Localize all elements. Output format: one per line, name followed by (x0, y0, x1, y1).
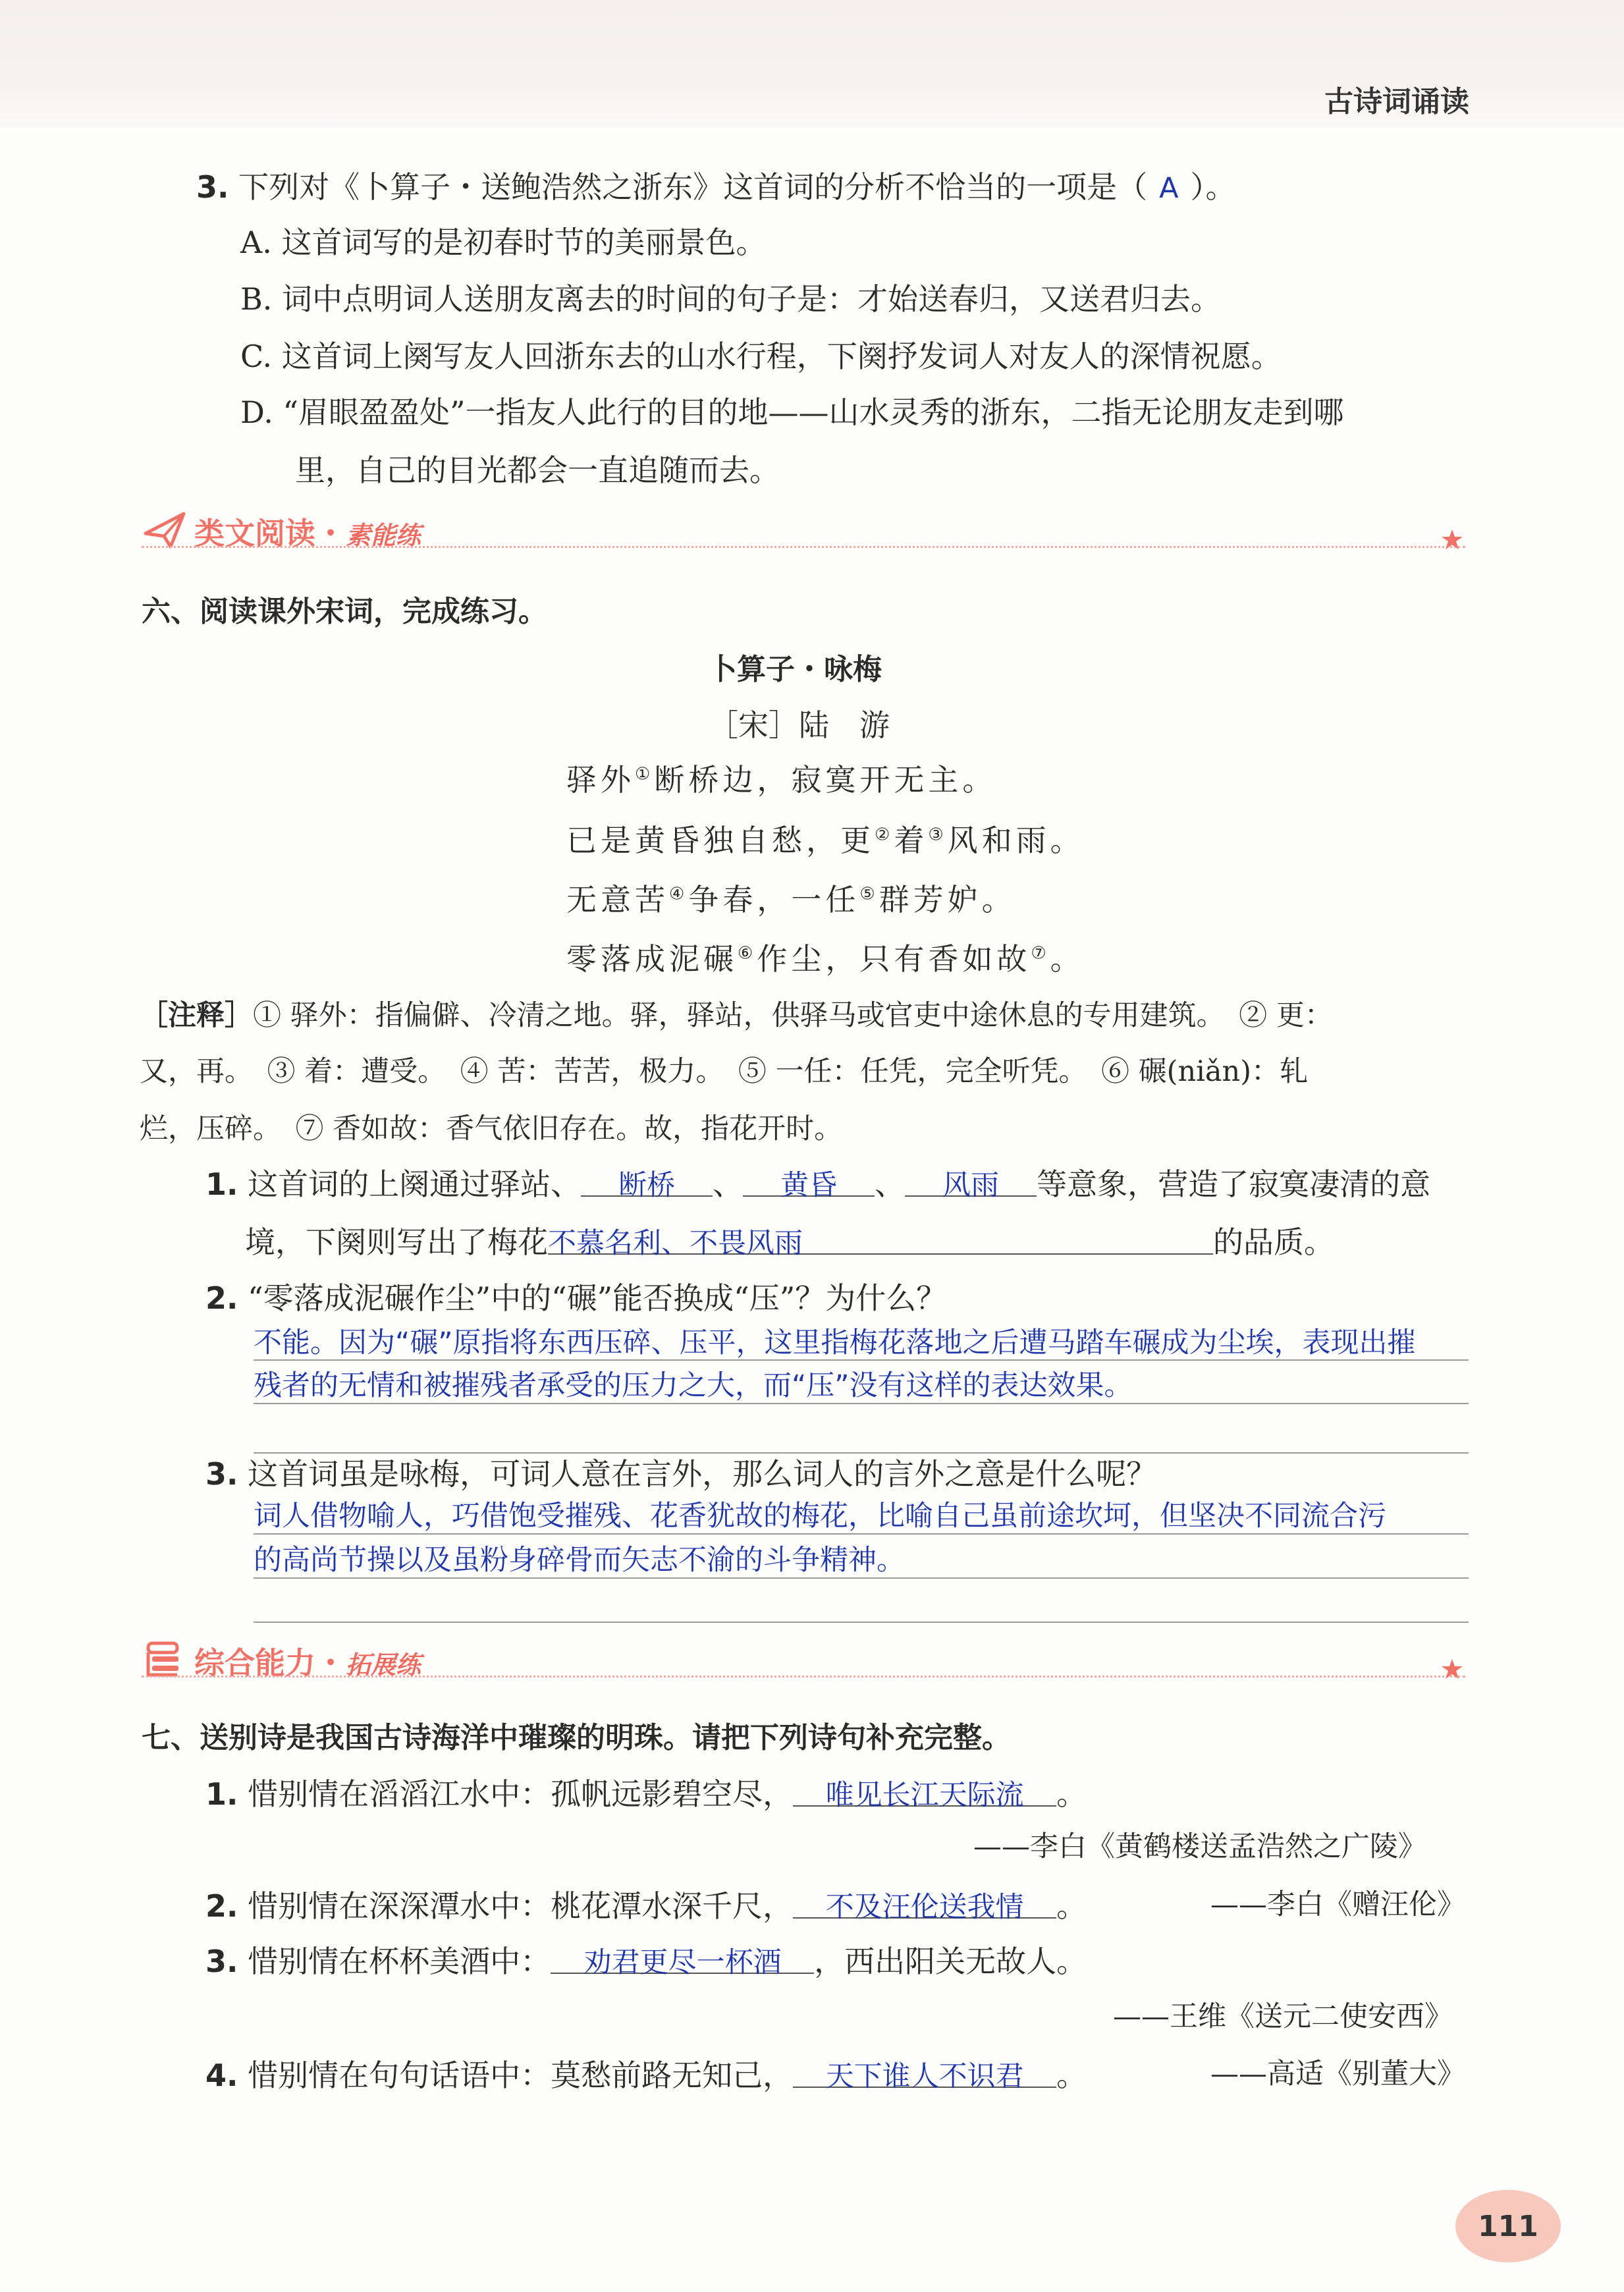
q7-item-number: 3. (205, 1944, 238, 1979)
poem-title: 卜算子・咏梅 (708, 653, 882, 686)
note-marker: ① (635, 764, 655, 784)
section-title-main: 类文阅读 (194, 516, 315, 551)
answer-rule (254, 1359, 1469, 1361)
poem-line-3 (566, 876, 1016, 919)
q6-sub3-answer-2[interactable]: 的高尚节操以及虽粉身碎骨而矢志不渝的斗争精神。 (254, 1544, 905, 1577)
section-dotted-line (142, 546, 1465, 548)
q6-sub3-answer-1[interactable]: 词人借物喻人，巧借饱受摧残、花香犹故的梅花，比喻自己虽前途坎坷，但坚决不同流合污 (254, 1500, 1386, 1533)
poem-author: ［宋］陆 游 (708, 707, 890, 743)
notes-label: ［注释］ (140, 999, 253, 1032)
q6-sub1-line1 (205, 1160, 1430, 1204)
q7-item2 (205, 1882, 1087, 1926)
note-marker: ④ (669, 884, 689, 904)
answer-blank[interactable]: 不慕名利、不畏风雨 (548, 1221, 1213, 1255)
poem-text: 着 (894, 823, 929, 858)
notes-line-3: 烂，压碎。 ⑦ 香如故：香气依旧存在。故，指花开时。 (140, 1112, 843, 1145)
q6-sub3-question (205, 1450, 1156, 1494)
poem-line-2 (566, 817, 1085, 860)
q6-sub2-answer-1[interactable]: 不能。因为“碾”原指将东西压碎、压平，这里指梅花落地之后遭马踏车碾成为尘埃，表现出摧 (254, 1326, 1416, 1359)
section-dotted-line (142, 1676, 1465, 1678)
section-title-sub: 拓展练 (346, 1651, 421, 1679)
section-title-main: 综合能力 (194, 1645, 315, 1681)
q6-sub2-number: 2. (205, 1280, 238, 1316)
poem-text: 零落成泥碾 (566, 941, 738, 977)
q7-item-number: 4. (205, 2058, 238, 2093)
page-number: 111 (1455, 2190, 1561, 2262)
section-bar-reading (142, 507, 1465, 553)
star-icon (1439, 527, 1465, 553)
q6-sub1-text: 境，下阕则写出了梅花 (245, 1224, 548, 1260)
answer-rule (254, 1622, 1469, 1623)
section-title-dot: ・ (315, 516, 346, 551)
q7-item-text: 惜别情在深深潭水中：桃花潭水深千尺， (248, 1888, 794, 1924)
note-marker: ③ (928, 825, 948, 845)
answer-blank[interactable]: 唯见长江天际流 (793, 1773, 1056, 1807)
q6-sub1-text: 的品质。 (1213, 1224, 1334, 1260)
q7-item-text: 惜别情在滔滔江水中：孤帆远影碧空尽， (248, 1776, 794, 1812)
q7-item-number: 2. (205, 1888, 238, 1924)
q3-option-c: C. 这首词上阕写友人回浙东去的山水行程，下阕抒发词人对友人的深情祝愿。 (240, 339, 1282, 374)
q6-heading: 六、阅读课外宋词，完成练习。 (142, 595, 547, 628)
note-marker: ② (875, 825, 894, 845)
header-title: 古诗词诵读 (1324, 85, 1469, 119)
separator: 、 (875, 1166, 906, 1202)
q6-sub1-text: 等意象，营造了寂寞凄清的意 (1037, 1166, 1431, 1202)
poem-text: 驿外 (566, 762, 635, 798)
section-bar-ability (142, 1637, 1465, 1683)
q6-sub2-question (205, 1274, 946, 1318)
q3-stem (196, 163, 1236, 207)
q3-number: 3. (196, 169, 229, 205)
answer-blank[interactable]: 风雨 (905, 1163, 1037, 1197)
q7-item-text: 惜别情在杯杯美酒中： (248, 1944, 551, 1979)
section-title-sub: 素能练 (346, 521, 421, 550)
q7-item-text: 。 (1056, 1888, 1087, 1924)
answer-rule (254, 1533, 1469, 1535)
separator: 、 (713, 1166, 744, 1202)
poem-text: 。 (1050, 941, 1085, 977)
q6-sub3-number: 3. (205, 1456, 238, 1492)
section-title-dot: ・ (315, 1645, 346, 1681)
note-marker: ⑦ (1031, 943, 1050, 964)
q7-item4-source: ——高适《别董大》 (1210, 2058, 1465, 2090)
q3-option-a: A. 这首词写的是初春时节的美丽景色。 (240, 225, 767, 260)
note-marker: ⑥ (738, 943, 757, 964)
q7-item1 (205, 1770, 1087, 1814)
q3-answer: A (1159, 172, 1179, 205)
notes-text: ① 驿外：指偏僻、冷清之地。驿，驿站，供驿马或官吏中途休息的专用建筑。 ② 更： (253, 999, 1333, 1032)
answer-blank[interactable]: 劝君更尽一杯酒 (551, 1940, 814, 1974)
answer-blank[interactable]: 天下谁人不识君 (793, 2054, 1056, 2088)
q6-sub3-text: 这首词虽是咏梅，可词人意在言外，那么词人的言外之意是什么呢？ (248, 1456, 1157, 1492)
answer-blank[interactable]: 断桥 (581, 1163, 713, 1197)
poem-text: 无意苦 (566, 882, 669, 917)
q7-item4 (205, 2052, 1087, 2095)
poem-text: 群芳妒。 (879, 882, 1016, 917)
q3-stem-suffix: ）。 (1190, 169, 1236, 205)
q7-item3 (205, 1938, 1087, 1981)
notes-line-1 (140, 993, 1333, 1033)
q7-item-number: 1. (205, 1776, 238, 1812)
q3-option-d-line1: D. “眉眼盈盈处”一指友人此行的目的地——山水灵秀的浙东，二指无论朋友走到哪 (240, 395, 1344, 430)
q7-item1-source: ——李白《黄鹤楼送孟浩然之广陵》 (973, 1830, 1426, 1863)
answer-blank[interactable]: 不及汪伦送我情 (793, 1885, 1056, 1919)
poem-text: 断桥边，寂寞开无主。 (654, 762, 997, 798)
answer-rule (254, 1577, 1469, 1579)
q7-item-text: 惜别情在句句话语中：莫愁前路无知己， (248, 2058, 794, 2093)
q6-sub2-answer-2[interactable]: 残者的无情和被摧残者承受的压力之大，而“压”没有这样的表达效果。 (254, 1369, 1133, 1402)
q7-item3-source: ——王维《送元二使安西》 (1113, 2000, 1453, 2033)
poem-text: 作尘，只有香如故 (757, 941, 1031, 977)
poem-text: 风和雨。 (947, 823, 1085, 858)
q6-sub1-number: 1. (205, 1166, 238, 1202)
q7-item-text: 。 (1056, 1776, 1087, 1812)
q6-sub1-line2 (245, 1218, 1334, 1262)
poem-text: 争春，一任 (688, 882, 860, 917)
q3-option-d-line2: 里，自己的目光都会一直追随而去。 (295, 452, 780, 488)
q6-sub2-text: “零落成泥碾作尘”中的“碾”能否换成“压”？为什么？ (248, 1280, 947, 1316)
q7-item-text: 。 (1056, 2058, 1087, 2093)
poem-line-4 (566, 935, 1085, 979)
q6-sub1-text: 这首词的上阕通过驿站、 (248, 1166, 582, 1202)
q3-stem-text: 下列对《卜算子・送鲍浩然之浙东》这首词的分析不恰当的一项是（ (238, 169, 1148, 205)
note-marker: ⑤ (859, 884, 879, 904)
notes-line-2: 又，再。 ③ 着：遭受。 ④ 苦：苦苦，极力。 ⑤ 一任：任凭，完全听凭。 ⑥ 碾(niǎn)：轧 (140, 1055, 1309, 1088)
star-icon (1439, 1656, 1465, 1683)
q7-item-text: ，西出阳关无故人。 (814, 1944, 1087, 1979)
q7-heading: 七、送别诗是我国古诗海洋中璀璨的明珠。请把下列诗句补充完整。 (142, 1721, 1011, 1755)
q3-option-b: B. 词中点明词人送朋友离去的时间的句子是：才始送春归，又送君归去。 (240, 281, 1222, 317)
poem-line-1 (566, 756, 996, 800)
q7-item2-source: ——李白《赠汪伦》 (1210, 1888, 1465, 1921)
answer-blank[interactable]: 黄昏 (743, 1163, 875, 1197)
answer-rule (254, 1403, 1469, 1404)
poem-text: 已是黄昏独自愁，更 (566, 823, 875, 858)
